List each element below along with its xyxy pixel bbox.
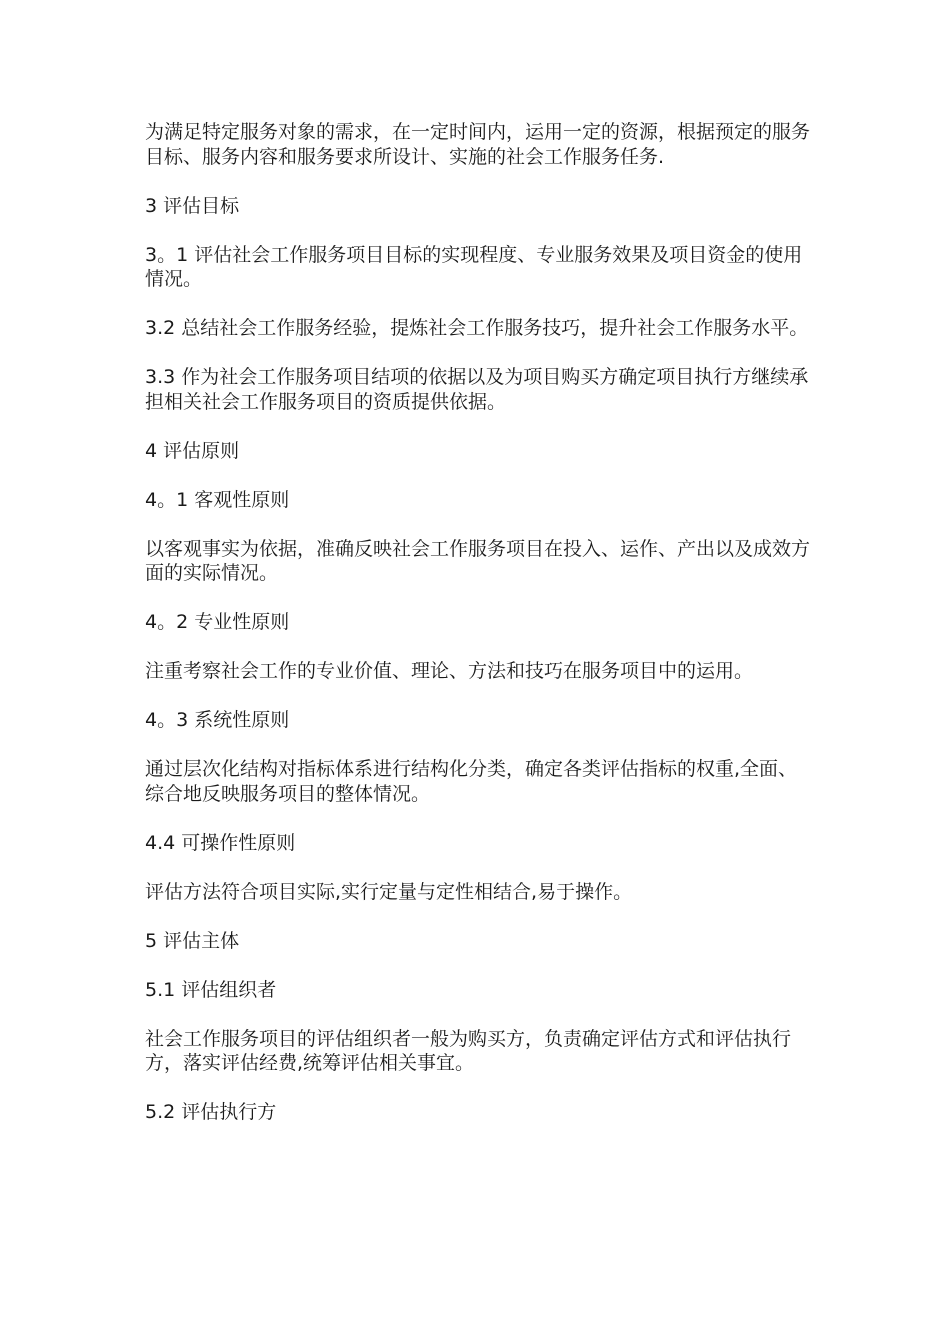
subheading-evaluation-organizer: 5.1 评估组织者	[145, 978, 277, 1001]
document-body	[145, 120, 810, 1149]
section-heading-evaluation-goals: 3 评估目标	[145, 194, 240, 217]
subheading-objectivity-principle: 4。1 客观性原则	[145, 488, 290, 511]
goal-item-3-3: 3.3 作为社会工作服务项目结项的依据以及为项目购买方确定项目执行方继续承担相关社会工作服务项目的资质提供依据。	[145, 366, 809, 413]
systematic-principle-text: 通过层次化结构对指标体系进行结构化分类，确定各类评估指标的权重,全面、综合地反映服务项目的整体情况。	[145, 758, 798, 805]
goal-item-3-2: 3.2 总结社会工作服务经验，提炼社会工作服务技巧，提升社会工作服务水平。	[145, 317, 809, 339]
professionalism-principle-text: 注重考察社会工作的专业价值、理论、方法和技巧在服务项目中的运用。	[145, 660, 754, 682]
section-heading-evaluation-subjects: 5 评估主体	[145, 929, 240, 952]
evaluation-organizer-text: 社会工作服务项目的评估组织者一般为购买方，负责确定评估方式和评估执行方，落实评估经费,统筹评估相关事宜。	[145, 1027, 792, 1074]
subheading-operability-principle: 4.4 可操作性原则	[145, 831, 296, 854]
goal-item-3-1: 3。1 评估社会工作服务项目目标的实现程度、专业服务效果及项目资金的使用情况。	[145, 243, 803, 290]
objectivity-principle-text: 以客观事实为依据，准确反映社会工作服务项目在投入、运作、产出以及成效方面的实际情况。	[145, 537, 811, 584]
subheading-evaluation-executor: 5.2 评估执行方	[145, 1101, 277, 1123]
definition-paragraph: 为满足特定服务对象的需求，在一定时间内，运用一定的资源，根据预定的服务目标、服务内容和服务要求所设计、实施的社会工作服务任务.	[145, 121, 811, 168]
section-heading-evaluation-principles: 4 评估原则	[145, 439, 240, 462]
subheading-systematic-principle: 4。3 系统性原则	[145, 709, 290, 731]
operability-principle-text: 评估方法符合项目实际,实行定量与定性相结合,易于操作。	[145, 880, 633, 903]
subheading-professionalism-principle: 4。2 专业性原则	[145, 611, 290, 633]
